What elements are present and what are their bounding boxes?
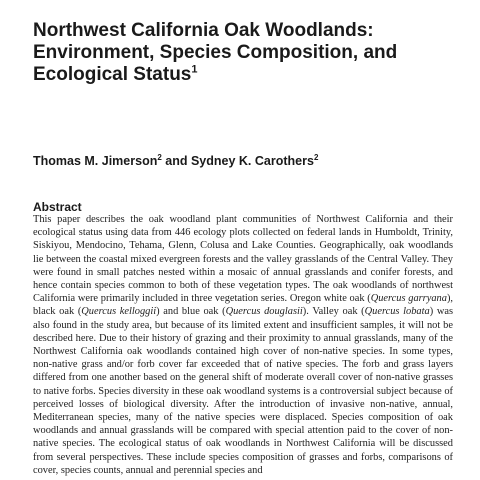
author-line [33, 154, 318, 168]
author-1-name: Thomas M. Jimerson [33, 154, 158, 168]
abstract-body [33, 213, 453, 477]
abstract-text-4: ). Valley oak ( [302, 306, 365, 318]
title-line-3: Ecological Status [33, 64, 192, 85]
species-quercus-lobata: Quercus lobata [364, 306, 430, 318]
paper-title [33, 20, 453, 86]
species-quercus-douglasii: Quercus douglasii [225, 306, 303, 318]
abstract-text-5: ) was also found in the study area, but because of its limited extent and insufficient samples, it will not be described here. Due to their history of grazing and their proximity to annual grasslands, many of the Northwest California oak woodlands contained high cover of non-native species. In some types, non-native grass and/or forb cover far exceeded that of native species. The forb and grass layers differed from one another based on the general shift of moderate overall cover of non-native grasses to native forbs. Species diversity in these oak woodland systems is a controversial subject because of perceived losses of biological diversity. After the introduction of invasive non-native, annual, Mediterranean species, many of the native species were displaced. Species composition of oak woodlands and annual grasslands will be compared with special attention paid to the cover of non-native species. The ecological status of oak woodlands in Northwest California will be discussed from several perspectives. These include species composition of grasses and forbs, comparisons of cover, species counts, annual and perennial species and [33, 306, 453, 476]
author-conjunction: and [161, 154, 191, 168]
abstract-heading: Abstract [33, 200, 82, 214]
abstract-text-2: ), black oak ( [33, 293, 453, 318]
abstract-text-3: ) and blue oak ( [156, 306, 226, 318]
author-2-name: Sydney K. Carothers [190, 154, 314, 168]
title-line-2: Environment, Species Composition, and [33, 42, 398, 63]
author-1-footnote-marker: 2 [157, 152, 162, 162]
author-2-footnote-marker: 2 [313, 152, 319, 162]
title-line-1: Northwest California Oak Woodlands: [33, 20, 374, 41]
species-quercus-kelloggii: Quercus kelloggii [81, 306, 157, 318]
abstract-text-1: This paper describes the oak woodland plant communities of Northwest California and their ecological status using data from 446 ecology plots collected on federal lands in Humboldt, Trinity, Siskiyou, Mendocino, Tehama, Glenn, Colusa and Lake Counties. Geographically, oak woodlands lie between the coastal mixed evergreen forests and the valley grasslands of the Central Valley. They were found in small patches nested within a mosaic of annual grasslands and conifer forests, and hence contain species common to both of these vegetation types. The oak woodlands of northwest California were primarily included in three vegetation series. Oregon white oak ( [33, 214, 453, 305]
title-footnote-marker: 1 [191, 63, 198, 76]
species-quercus-garryana: Quercus garryana [370, 293, 447, 305]
